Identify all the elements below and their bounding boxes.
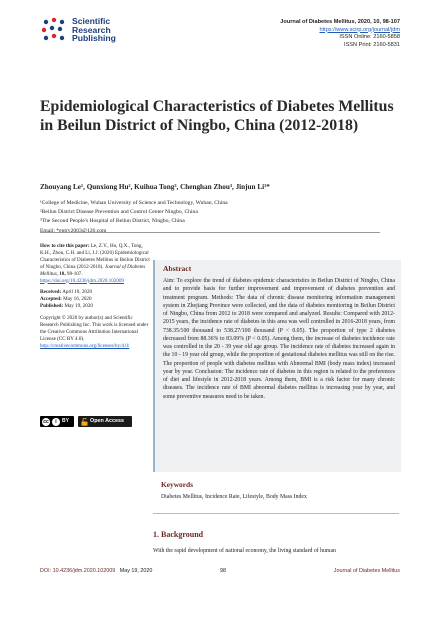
cc-by-label: BY (62, 418, 69, 424)
cc-icon: cc (43, 418, 49, 425)
open-access-badge[interactable] (78, 416, 132, 427)
email-line[interactable]: Email: *entry2003@126.com (40, 227, 107, 234)
issn-online: ISSN Online: 2160-5858 (339, 34, 400, 41)
copyright-block (40, 315, 152, 350)
person-icon: i (52, 418, 60, 426)
page-number: 98 (220, 568, 226, 574)
divider (153, 513, 399, 514)
affiliation-line: ³The Second People's Hospital of Beilun District, Ningbo, China (40, 218, 185, 225)
affiliations (40, 199, 228, 236)
cite-pages: 98-107. (66, 270, 83, 277)
divider (40, 232, 380, 233)
doi-link[interactable]: https://doi.org/10.4236/jdm.2020.102009 (40, 277, 124, 284)
abstract-text: Aim: To explore the trend of diabetes epidemic characteristics in Beilun District of Ningbo, China and to provide basis for further improvement and improvement of diabetes prevention and treatment program. Methods: The data of chronic disease monitoring information management system in Zhejiang Province were collected, and the data of diabetes monitoring in Beilun District of Ningbo, China from 2012 to 2018 were compared and analyzed. Results: Compared with 2012-2015 years, the incidence rate of diabetes in this area was well controlled in 2016-2018 years, from 738.35/100 thousand to 538.27/100 thousand (P < 0.05). The proportion of type 2 diabetes decreased from 88.36% to 83.09% (P < 0.05). Among them, the increase of diabetes incidence rate was controlled in the 20 - 39 year old age group. The incidence rate of diabetes increased again in the 10 - 19 year old group, while the proportion of gestational diabetes mellitus was still on the rise. The proportion of people with diabetes mellitus with Abnormal BMI (body mass index) increased year by year. Conclusion: The incidence rate of diabetes in this region is related to the preferences of diet and lifestyle in 2012-2018 years. Among them, BMI is a risk factor for many chronic diseases. The incidence rate of BMI abnormal diabetes mellitus is increasing year by year, and some preventive measures need to be taken. (163, 278, 395, 400)
footer-doi-date (40, 568, 152, 574)
abstract-box (153, 260, 401, 472)
cite-text: Le, Z.Y., Hu, Q.X., Tong, K.H., Zhou, C.H. and Li, J.J. (2020) Epidemiological Characteristics of Diabetes Mellitus in Beilun District of Ningbo, China (2012-2018). (40, 243, 150, 270)
footer-date: May 19, 2020 (119, 568, 153, 574)
section-heading: 1. Background (153, 530, 204, 539)
affiliation-line: ¹College of Medicine, Wuhan University of Science and Technology, Wuhan, China (40, 200, 228, 206)
cite-volume: 10, (59, 270, 66, 277)
journal-header (280, 19, 400, 49)
keywords-text: Diabetes Mellitus, Incidence Rate, Lifestyle, Body Mass Index (161, 494, 307, 500)
license-badges (40, 416, 136, 427)
publisher-logo (40, 14, 170, 54)
received-label: Received: (40, 289, 62, 296)
publisher-name-line: Scientific (72, 16, 111, 26)
section-text: With the rapid development of national economy, the living standard of human (153, 548, 336, 554)
keywords-box (153, 476, 399, 508)
received-date: April 10, 2020 (62, 289, 93, 296)
published-date: May 19, 2020 (64, 303, 93, 310)
article-info-sidebar (40, 243, 152, 355)
article-title: Epidemiological Characteristics of Diabetes Mellitus in Beilun District of Ningbo, China (2012-2018) (40, 98, 394, 134)
accepted-label: Accepted: (40, 296, 62, 303)
page-footer (40, 568, 400, 578)
cite-journal: Journal of Diabetes Mellitus, (40, 263, 146, 277)
published-label: Published: (40, 303, 64, 310)
accepted-date: May 16, 2020 (63, 296, 92, 303)
citation-block (40, 243, 152, 284)
open-access-label: Open Access (90, 418, 124, 424)
publisher-name (72, 17, 116, 43)
dates-block (40, 289, 152, 310)
journal-citation-line: Journal of Diabetes Mellitus, 2020, 10, 98-107 (280, 19, 400, 25)
cc-by-badge[interactable] (40, 416, 74, 427)
license-link[interactable]: http://creativecommons.org/licenses/by/4.0/ (40, 342, 130, 349)
affiliation-line: ²Beilun District Disease Prevention and Control Center Ningbo, China (40, 209, 198, 216)
journal-url-link[interactable]: https://www.scirp.org/journal/jdm (319, 26, 400, 33)
footer-journal: Journal of Diabetes Mellitus (333, 568, 400, 574)
issn-print: ISSN Print: 2160-5831 (344, 41, 400, 48)
publisher-name-line: Research (72, 24, 111, 35)
scirp-logo-icon (40, 16, 68, 44)
publisher-name-line: Publishing (72, 33, 116, 44)
copyright-text: Copyright © 2020 by author(s) and Scientific Research Publishing Inc. This work is licensed under the Creative Commons Attribution International License (CC BY 4.0). (40, 315, 149, 342)
author-list: Zhouyang Le¹, Qunxiong Hu², Kuihua Tong³, Chenghan Zhou³, Jinjun Li¹* (40, 183, 270, 191)
cite-label: How to cite this paper: (40, 243, 90, 249)
footer-doi[interactable]: DOI: 10.4236/jdm.2020.102009 (40, 568, 116, 574)
keywords-heading: Keywords (161, 480, 194, 489)
open-lock-icon (81, 418, 88, 426)
abstract-heading: Abstract (163, 264, 192, 273)
